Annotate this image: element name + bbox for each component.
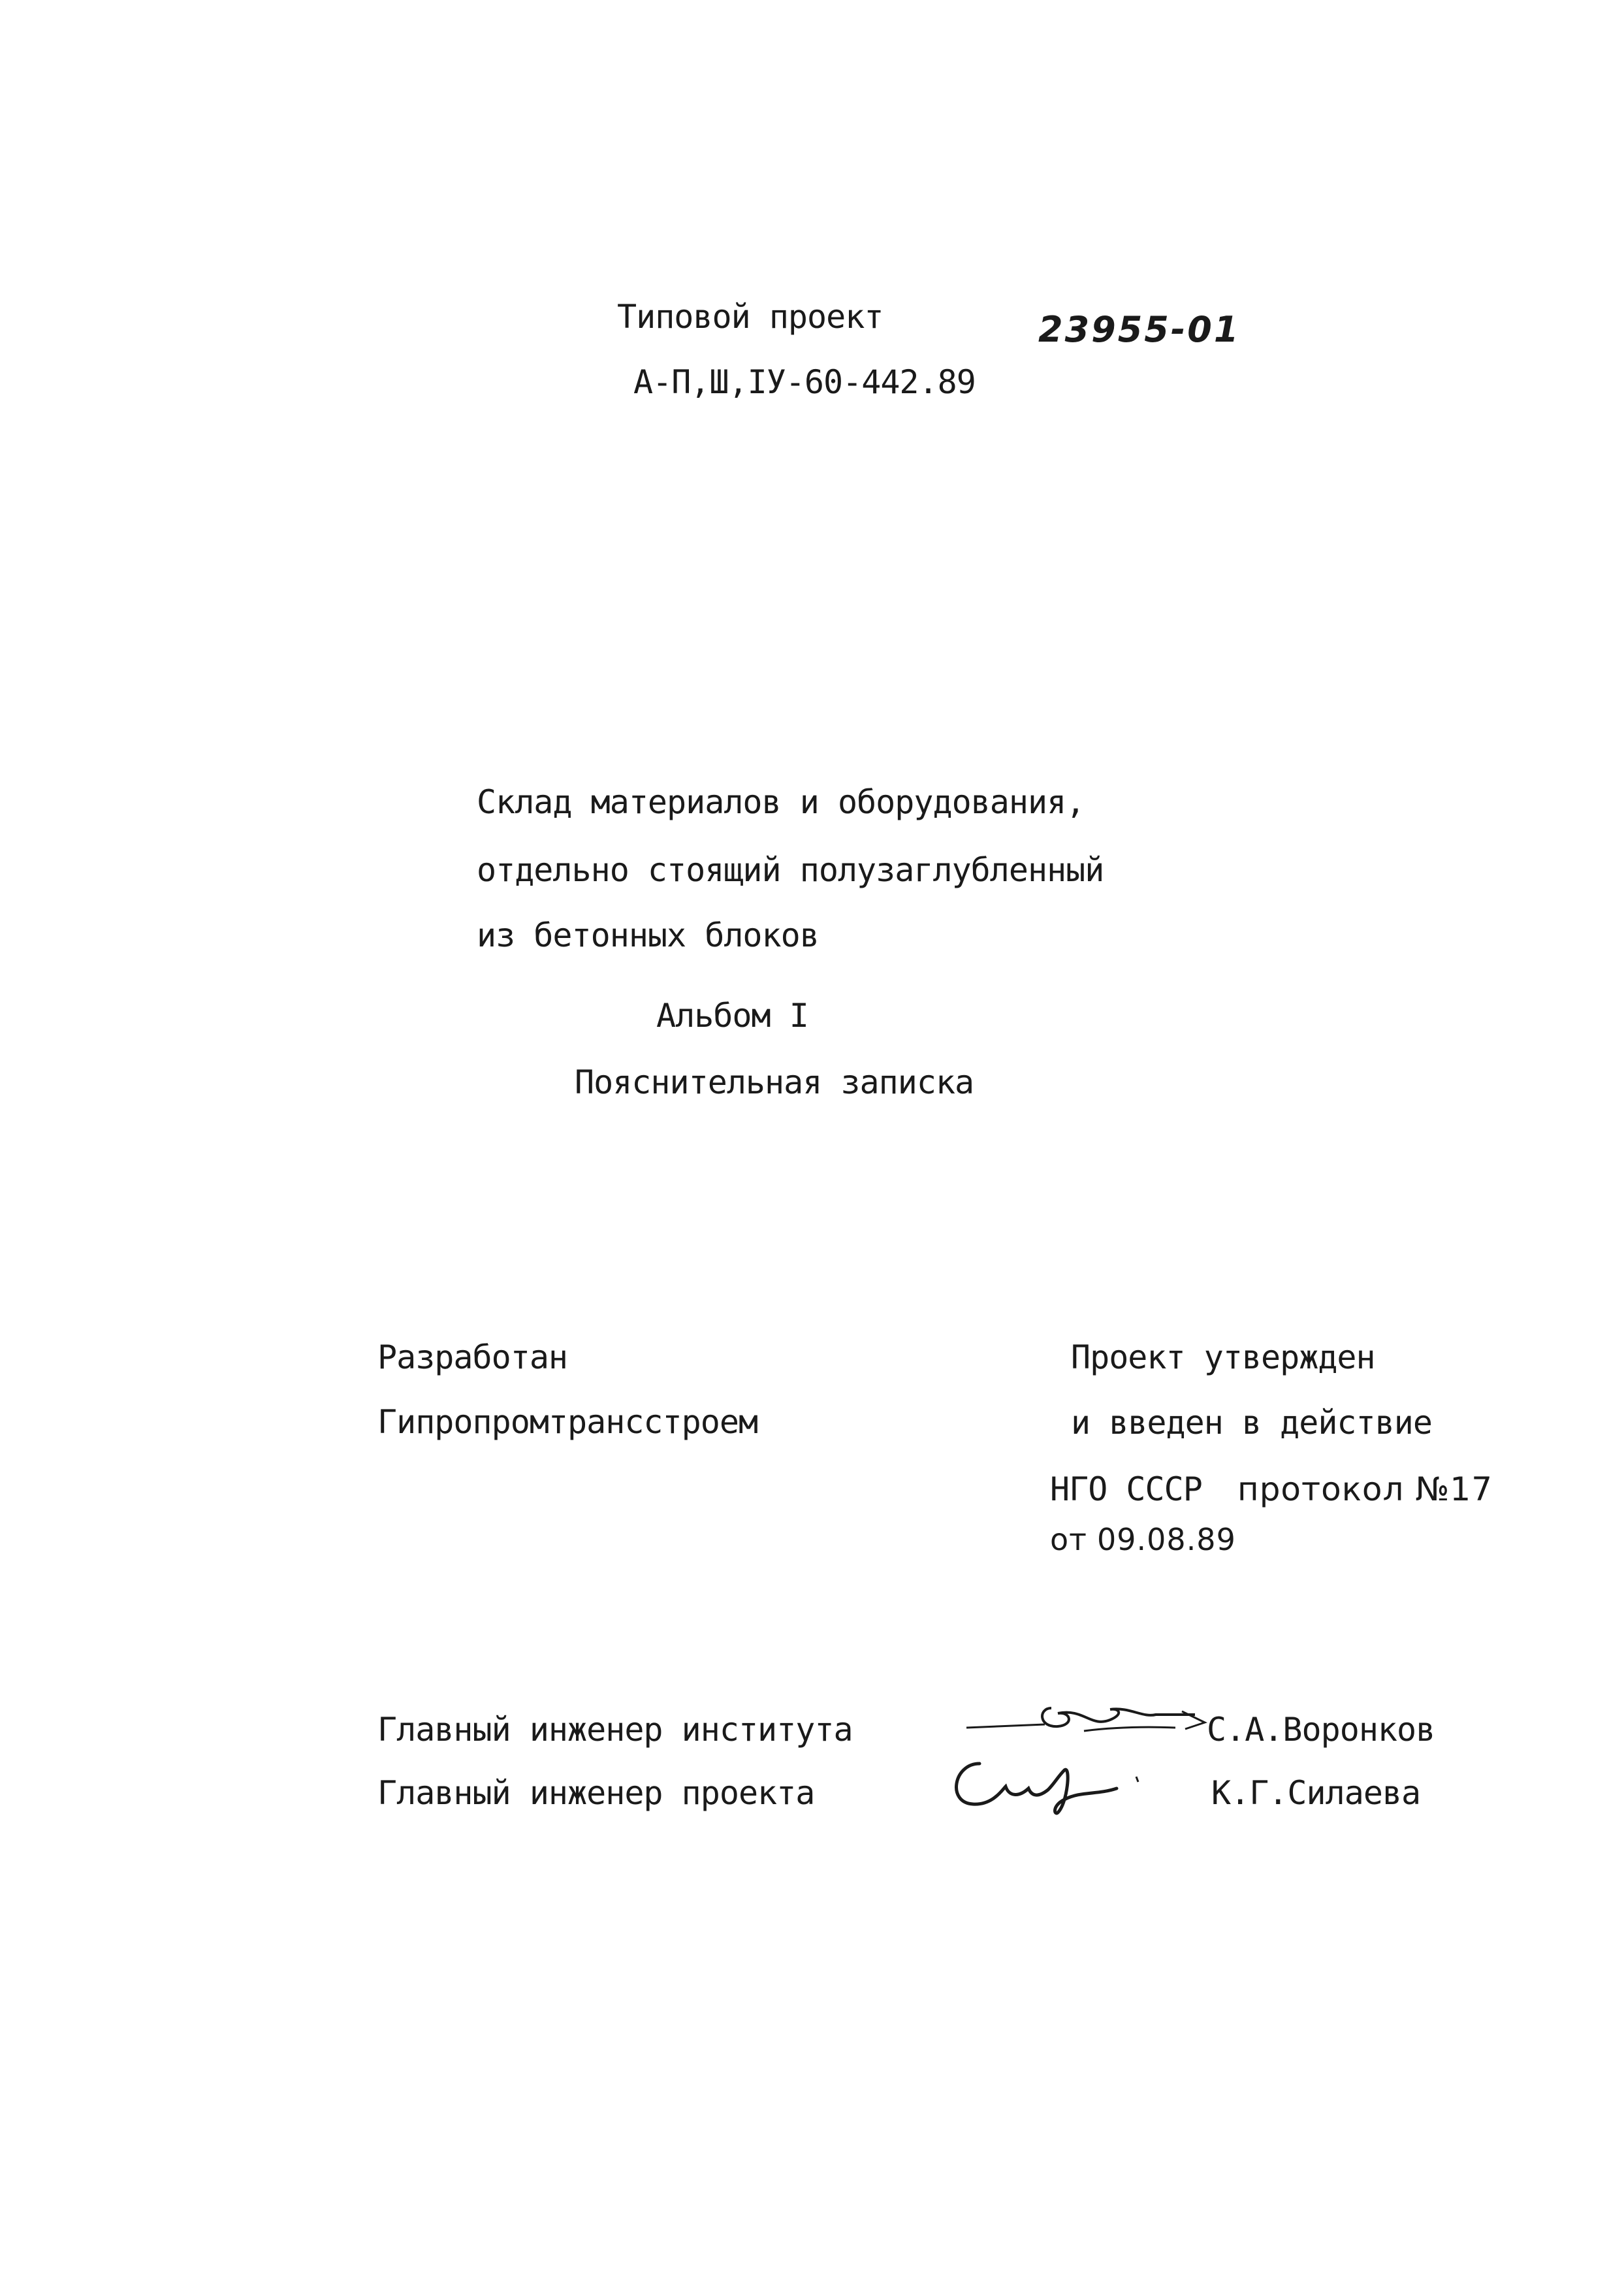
document-subtitle: Пояснительная записка xyxy=(575,1063,974,1101)
signature-name-2: К.Г.Силаева xyxy=(1211,1774,1421,1812)
title-line-2: отдельно стоящий полузаглубленный xyxy=(477,851,1104,889)
project-code: А-П,Ш,IУ-60-442.89 xyxy=(633,363,976,401)
handwritten-signature-2 xyxy=(940,1751,1156,1822)
title-line-3: из бетонных блоков xyxy=(477,916,819,954)
handwritten-signature-1 xyxy=(960,1688,1221,1747)
developer-line-1: Разработан xyxy=(377,1338,568,1376)
approval-line-1: Проект утвержден xyxy=(1071,1338,1375,1376)
signature-role-1: Главный инженер института xyxy=(377,1711,853,1749)
developer-line-2: Гипропромтрансстроем xyxy=(377,1403,758,1441)
project-number: 23955-01 xyxy=(1038,309,1241,350)
title-line-1: Склад материалов и оборудования, xyxy=(477,783,1085,821)
project-type-label: Типовой проект xyxy=(617,298,884,336)
approval-line-3-handwritten: протокол №17 xyxy=(1237,1470,1493,1508)
approval-line-2: и введен в действие xyxy=(1071,1404,1432,1442)
signature-name-1: С.А.Воронков xyxy=(1207,1711,1435,1749)
approval-date-handwritten: 09.08.89 xyxy=(1097,1522,1236,1557)
approval-line-4-typed: от xyxy=(1050,1522,1087,1557)
album-label: Альбом I xyxy=(656,997,808,1035)
approval-line-3-typed: НГО СССР xyxy=(1050,1470,1202,1508)
signature-role-2: Главный инженер проекта xyxy=(377,1774,815,1812)
